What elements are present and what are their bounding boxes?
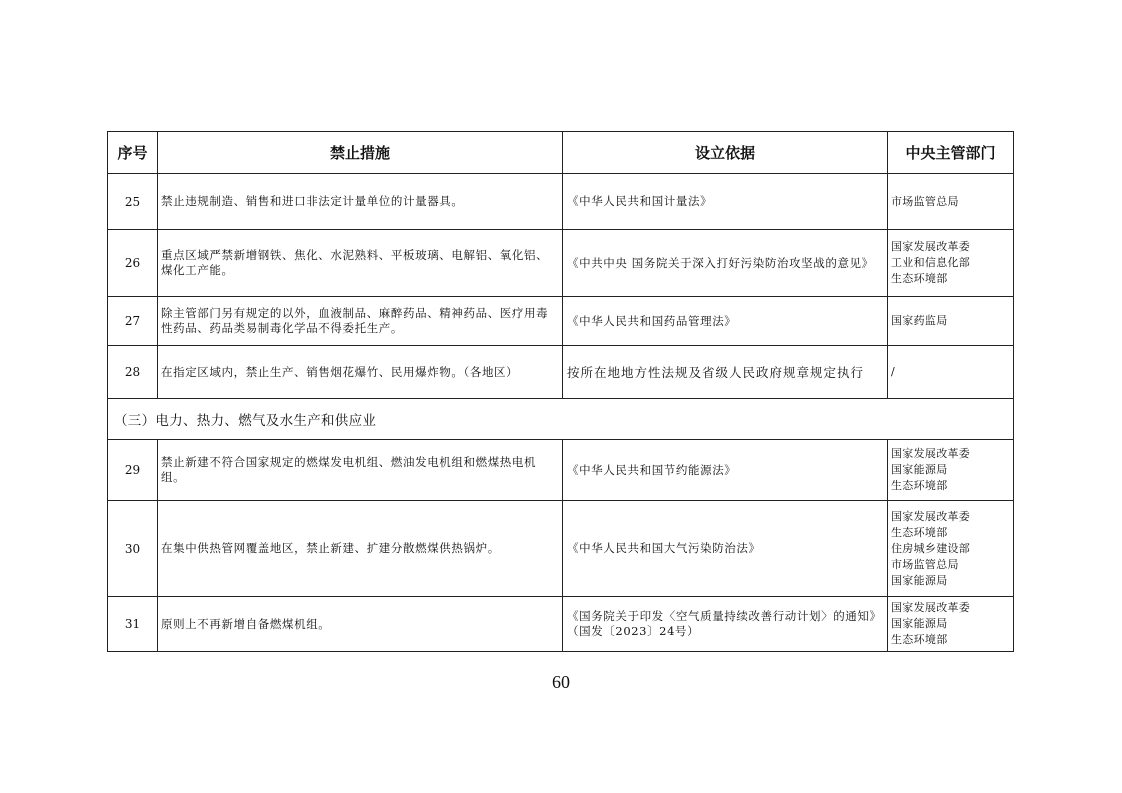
department-name: 国家能源局 — [891, 573, 948, 587]
measure-text: 禁止新建不符合国家规定的燃煤发电机组、燃油发电机组和燃煤热电机组。 — [158, 440, 563, 501]
row-number: 31 — [108, 597, 158, 652]
header-central-department: 中央主管部门 — [888, 132, 1014, 174]
measure-text: 在集中供热管网覆盖地区，禁止新建、扩建分散燃煤供热锅炉。 — [158, 501, 563, 597]
table-row — [108, 440, 1014, 501]
row-number: 27 — [108, 297, 158, 346]
row-number: 25 — [108, 174, 158, 230]
department-name: 国家发展改革委 — [891, 447, 971, 460]
department-name: 生态环境部 — [891, 525, 948, 539]
department-cell — [888, 440, 1014, 501]
measure-text: 禁止违规制造、销售和进口非法定计量单位的计量器具。 — [158, 174, 563, 230]
section-heading: （三）电力、热力、燃气及水生产和供应业 — [108, 399, 1014, 440]
basis-text: 《中华人民共和国药品管理法》 — [563, 297, 888, 346]
row-number: 30 — [108, 501, 158, 597]
department-name: 国家能源局 — [891, 463, 948, 476]
measure-text: 重点区域严禁新增钢铁、焦化、水泥熟料、平板玻璃、电解铝、氧化铝、煤化工产能。 — [158, 230, 563, 297]
table-row — [108, 597, 1014, 652]
table-row — [108, 230, 1014, 297]
measure-text: 除主管部门另有规定的以外，血液制品、麻醉药品、精神药品、医疗用毒性药品、药品类易制毒化学品不得委托生产。 — [158, 297, 563, 346]
basis-text: 按所在地地方性法规及省级人民政府规章规定执行 — [563, 346, 888, 399]
table-header-row — [108, 132, 1014, 174]
department-name: 市场监管总局 — [891, 557, 959, 571]
header-prohibited-measure: 禁止措施 — [158, 132, 563, 174]
basis-text: 《中华人民共和国计量法》 — [563, 174, 888, 230]
measure-text: 在指定区域内，禁止生产、销售烟花爆竹、民用爆炸物。（各地区） — [158, 346, 563, 399]
row-number: 26 — [108, 230, 158, 297]
basis-text: 《中华人民共和国大气污染防治法》 — [563, 501, 888, 597]
department-name: 工业和信息化部 — [891, 256, 971, 269]
department-cell — [888, 346, 1014, 399]
department-name: 住房城乡建设部 — [891, 541, 971, 555]
department-name: 生态环境部 — [891, 633, 948, 646]
department-cell — [888, 174, 1014, 230]
department-name: 国家发展改革委 — [891, 240, 971, 253]
department-name: 国家能源局 — [891, 617, 948, 630]
basis-text: 《国务院关于印发〈空气质量持续改善行动计划〉的通知》（国发〔2023〕24号） — [563, 597, 888, 652]
header-serial-number: 序号 — [108, 132, 158, 174]
row-number: 28 — [108, 346, 158, 399]
department-name: 市场监管总局 — [891, 194, 959, 208]
department-name: 国家发展改革委 — [891, 601, 971, 614]
basis-text: 《中华人民共和国节约能源法》 — [563, 440, 888, 501]
section-heading-row — [108, 399, 1014, 440]
table-row — [108, 297, 1014, 346]
department-name: / — [891, 365, 896, 378]
department-name: 生态环境部 — [891, 272, 948, 285]
department-cell — [888, 230, 1014, 297]
department-cell — [888, 297, 1014, 346]
department-cell — [888, 501, 1014, 597]
department-name: 国家药监局 — [891, 314, 948, 327]
basis-text: 《中共中央 国务院关于深入打好污染防治攻坚战的意见》 — [563, 230, 888, 297]
measures-table — [107, 131, 1014, 652]
department-name: 国家发展改革委 — [891, 509, 971, 523]
table-row — [108, 174, 1014, 230]
page-number: 60 — [552, 672, 570, 692]
department-cell — [888, 597, 1014, 652]
measure-text: 原则上不再新增自备燃煤机组。 — [158, 597, 563, 652]
row-number: 29 — [108, 440, 158, 501]
department-name: 生态环境部 — [891, 479, 948, 492]
header-legal-basis: 设立依据 — [563, 132, 888, 174]
table-row — [108, 501, 1014, 597]
table-row — [108, 346, 1014, 399]
